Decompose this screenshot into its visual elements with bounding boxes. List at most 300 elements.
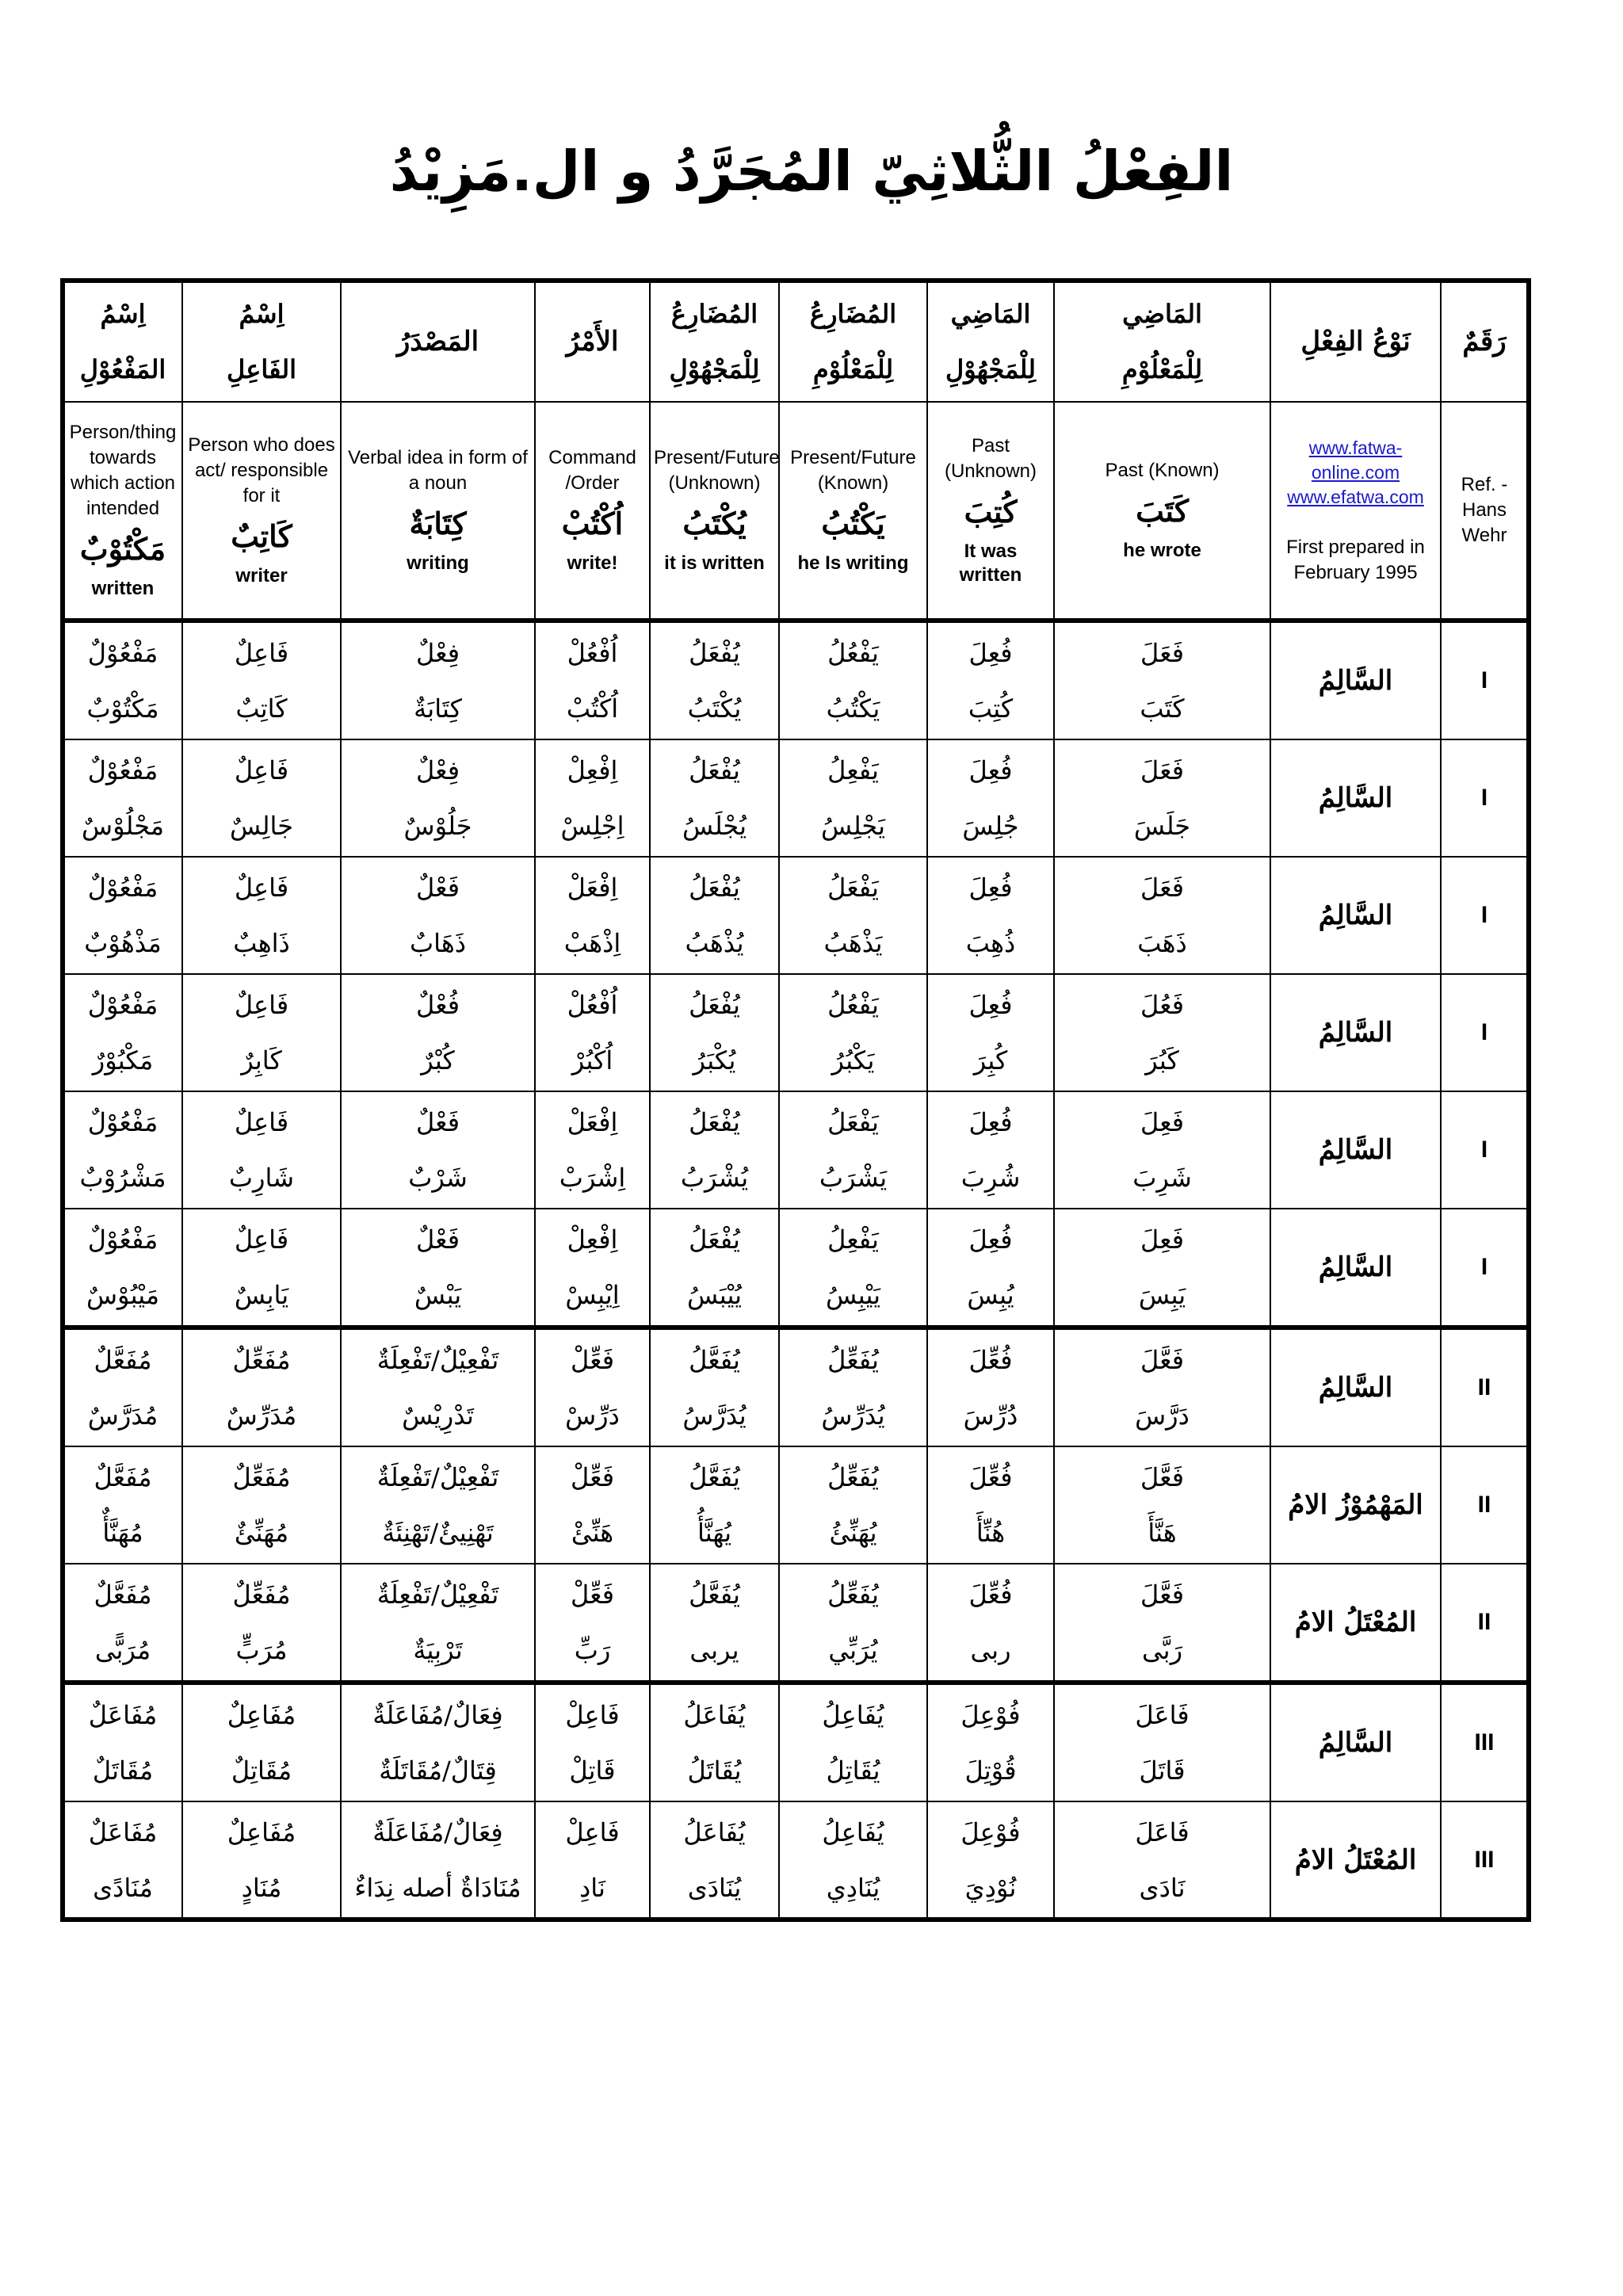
conjugation-cell bbox=[63, 857, 182, 974]
verb-type: السَّالِمُ bbox=[1318, 1017, 1393, 1049]
pattern-form: فِعَالٌ/مُفَاعَلَةٌ bbox=[372, 1700, 503, 1730]
example-form: جَالِسٌ bbox=[229, 811, 294, 841]
pattern-form: مُفَعَّلٌ bbox=[94, 1580, 152, 1610]
conjugation-cell bbox=[927, 621, 1054, 739]
pattern-form: يُفْعَلُ bbox=[689, 638, 740, 668]
example-form: مُنَادًى bbox=[93, 1873, 153, 1903]
example-form: ذَهَبَ bbox=[1137, 928, 1187, 958]
pattern-form: فَعِلَ bbox=[1140, 1107, 1184, 1137]
pattern-form: فَاعِلْ bbox=[565, 1817, 620, 1847]
header-cell-arabic bbox=[779, 281, 927, 402]
verb-type-cell bbox=[1270, 1091, 1441, 1209]
header-arabic-label: لِلْمَعْلُوْمِ bbox=[812, 354, 894, 384]
conjugation-cell bbox=[63, 1801, 182, 1919]
example-form: يُشْرَبُ bbox=[680, 1163, 749, 1193]
pattern-form: فَعُلَ bbox=[1140, 990, 1184, 1020]
verb-type-cell bbox=[1270, 1683, 1441, 1801]
pattern-form: مُفَعَّلٌ bbox=[94, 1462, 152, 1492]
conjugation-cell bbox=[341, 621, 535, 739]
conjugation-cell bbox=[779, 1683, 927, 1801]
pattern-form: فُعِلَ bbox=[968, 638, 1013, 668]
pattern-form: مُفَعِّلٌ bbox=[232, 1580, 291, 1610]
header-arabic-label: رَقَمٌ bbox=[1462, 326, 1507, 357]
header-example-gloss: writing bbox=[407, 552, 469, 574]
example-form: مُنَادٍ bbox=[241, 1873, 282, 1903]
example-form: مُهَنِّئٌ bbox=[234, 1518, 289, 1548]
form-number-cell bbox=[1441, 1209, 1528, 1328]
conjugation-cell bbox=[63, 1328, 182, 1446]
example-form: كُتِبَ bbox=[968, 693, 1014, 724]
example-form: رَبَّى bbox=[1141, 1635, 1183, 1665]
form-number: I bbox=[1480, 1254, 1488, 1280]
conjugation-cell bbox=[535, 974, 650, 1091]
example-form: مَشْرُوْبٌ bbox=[79, 1163, 166, 1193]
example-form: نُوْدِيَ bbox=[964, 1873, 1017, 1903]
pattern-form: فَاعِلٌ bbox=[234, 755, 289, 785]
conjugation-cell bbox=[63, 1091, 182, 1209]
conjugation-cell bbox=[927, 1209, 1054, 1328]
example-form: يَابِسٌ bbox=[234, 1280, 289, 1310]
table-row bbox=[63, 621, 1528, 739]
example-form: قَاتِلْ bbox=[569, 1755, 616, 1786]
header-cell-english bbox=[535, 402, 650, 621]
header-description: Past (Known) bbox=[1105, 460, 1220, 481]
conjugation-cell bbox=[63, 1564, 182, 1683]
pattern-form: يَفْعَلُ bbox=[827, 1107, 879, 1137]
verb-type: المُعْتَلُ الامُ bbox=[1294, 1844, 1417, 1876]
pattern-form: فِعْلٌ bbox=[416, 755, 460, 785]
header-description: Past (Unknown) bbox=[944, 435, 1037, 482]
table-row bbox=[63, 1328, 1528, 1446]
example-form: تَدْرِيْسٌ bbox=[402, 1400, 474, 1431]
pattern-form: يُفَاعِلُ bbox=[822, 1817, 884, 1847]
pattern-form: مُفَاعَلٌ bbox=[88, 1700, 158, 1730]
header-cell-arabic bbox=[535, 281, 650, 402]
header-cell-english bbox=[63, 402, 182, 621]
conjugation-cell bbox=[650, 974, 779, 1091]
verb-type-cell bbox=[1270, 974, 1441, 1091]
example-form: اِيْبِسْ bbox=[565, 1280, 620, 1310]
pattern-form: يَفْعُلُ bbox=[827, 990, 879, 1020]
header-arabic-label: المُضَارِعُ bbox=[670, 299, 758, 329]
header-arabic-label: اِسْمُ bbox=[100, 299, 146, 329]
pattern-form: مَفْعُوْلٌ bbox=[87, 1224, 158, 1255]
example-form: يربى bbox=[689, 1635, 739, 1665]
pattern-form: فَعِلَ bbox=[1140, 1224, 1184, 1255]
pattern-form: فَعَلَ bbox=[1140, 755, 1184, 785]
pattern-form: مَفْعُوْلٌ bbox=[87, 1107, 158, 1137]
pattern-form: فَاعِلٌ bbox=[234, 990, 289, 1020]
conjugation-cell bbox=[535, 1801, 650, 1919]
conjugation-cell bbox=[63, 1683, 182, 1801]
conjugation-cell bbox=[535, 1209, 650, 1328]
conjugation-cell bbox=[1054, 1683, 1270, 1801]
example-form: يُذْهَبُ bbox=[685, 928, 744, 958]
page-title: الفِعْلُ الثُّلاثِيّ المُجَرَّدُ و ال.مَزِيْدُ bbox=[389, 139, 1234, 204]
conjugation-cell bbox=[341, 1564, 535, 1683]
header-arabic-label: المَاضِي bbox=[950, 299, 1031, 329]
form-number-cell bbox=[1441, 1328, 1528, 1446]
conjugation-cell bbox=[779, 1209, 927, 1328]
table-row bbox=[63, 974, 1528, 1091]
example-form: قَاتَلَ bbox=[1139, 1755, 1186, 1786]
table-row bbox=[63, 1683, 1528, 1801]
form-number: I bbox=[1480, 1137, 1488, 1163]
conjugation-cell bbox=[182, 1209, 341, 1328]
pattern-form: فَاعَلَ bbox=[1135, 1817, 1190, 1847]
example-form: قِتَالٌ/مُقَاتَلَةٌ bbox=[379, 1755, 497, 1786]
pattern-form: يُفَعِّلُ bbox=[827, 1345, 879, 1375]
table-row bbox=[63, 1564, 1528, 1683]
verb-type-cell bbox=[1270, 857, 1441, 974]
conjugation-cell bbox=[341, 1209, 535, 1328]
example-form: يُنَادَى bbox=[687, 1873, 742, 1903]
verb-type: السَّالِمُ bbox=[1318, 900, 1393, 931]
pattern-form: فَعْلٌ bbox=[416, 1107, 460, 1137]
pattern-form: فُوْعِلَ bbox=[960, 1700, 1021, 1730]
pattern-form: يُفَاعَلُ bbox=[683, 1817, 746, 1847]
conjugation-cell bbox=[341, 1446, 535, 1564]
conjugation-cell bbox=[650, 857, 779, 974]
pattern-form: فَاعِلٌ bbox=[234, 873, 289, 903]
verb-type: السَّالِمُ bbox=[1318, 665, 1393, 697]
pattern-form: فَعِّلْ bbox=[571, 1345, 614, 1375]
form-number: III bbox=[1474, 1729, 1495, 1755]
example-form: كِتَابَةٌ bbox=[414, 693, 462, 724]
conjugation-cell bbox=[779, 857, 927, 974]
header-description: Ref. - Hans Wehr bbox=[1461, 474, 1508, 546]
pattern-form: مَفْعُوْلٌ bbox=[87, 873, 158, 903]
example-form: دَرِّسْ bbox=[565, 1400, 620, 1431]
conjugation-cell bbox=[1054, 1209, 1270, 1328]
header-description: First prepared in February 1995 bbox=[1286, 536, 1425, 583]
example-form: يُدَرَّسُ bbox=[682, 1400, 747, 1431]
verb-type: المَهْمُوْزُ الامُ bbox=[1288, 1489, 1423, 1521]
conjugation-cell bbox=[650, 1091, 779, 1209]
form-number: I bbox=[1480, 785, 1488, 811]
conjugation-cell bbox=[535, 1328, 650, 1446]
example-form: مُدَرِّسٌ bbox=[226, 1400, 297, 1431]
example-form: ربى bbox=[970, 1635, 1011, 1665]
header-cell-arabic bbox=[1270, 281, 1441, 402]
example-form: كُبِرَ bbox=[973, 1045, 1008, 1075]
pattern-form: يُفْعَلُ bbox=[689, 1107, 740, 1137]
pattern-form: يَفْعِلُ bbox=[827, 1224, 879, 1255]
pattern-form: يَفْعِلُ bbox=[827, 755, 879, 785]
conjugation-cell bbox=[650, 1683, 779, 1801]
conjugation-cell bbox=[63, 739, 182, 857]
header-cell-english bbox=[182, 402, 341, 621]
conjugation-cell bbox=[650, 1801, 779, 1919]
verb-type-cell bbox=[1270, 1446, 1441, 1564]
pattern-form: يُفَعَّلُ bbox=[689, 1580, 740, 1610]
conjugation-cell bbox=[779, 1328, 927, 1446]
example-form: يَجْلِسُ bbox=[821, 811, 885, 841]
pattern-form: يُفَاعَلُ bbox=[683, 1700, 746, 1730]
pattern-form: اِفْعِلْ bbox=[567, 755, 618, 785]
conjugation-cell bbox=[535, 1564, 650, 1683]
example-form: اِجْلِسْ bbox=[560, 811, 624, 841]
example-form: نَادَى bbox=[1139, 1873, 1186, 1903]
pattern-form: فُعْلٌ bbox=[416, 990, 460, 1020]
example-form: جَلَسَ bbox=[1133, 811, 1191, 841]
header-cell-arabic bbox=[1441, 281, 1528, 402]
conjugation-cell bbox=[1054, 739, 1270, 857]
form-number: I bbox=[1480, 902, 1488, 928]
example-form: مُرَبٍّ bbox=[235, 1635, 288, 1665]
pattern-form: يُفْعَلُ bbox=[689, 1224, 740, 1255]
conjugation-cell bbox=[341, 974, 535, 1091]
header-example-arabic: مَكْتُوْبٌ bbox=[79, 531, 166, 567]
example-form: شَرِبَ bbox=[1132, 1163, 1192, 1193]
conjugation-cell bbox=[650, 1328, 779, 1446]
header-example-gloss: he wrote bbox=[1123, 540, 1201, 561]
pattern-form: يُفَعِّلُ bbox=[827, 1462, 879, 1492]
reference-link[interactable]: www.efatwa.com bbox=[1287, 486, 1424, 507]
header-cell-english bbox=[779, 402, 927, 621]
form-number-cell bbox=[1441, 1683, 1528, 1801]
header-arabic-label: اِسْمُ bbox=[239, 299, 285, 329]
verb-type: السَّالِمُ bbox=[1318, 782, 1393, 814]
form-number-cell bbox=[1441, 1801, 1528, 1919]
verb-conjugation-table bbox=[63, 281, 1529, 1920]
pattern-form: فَعِّلْ bbox=[571, 1462, 614, 1492]
example-form: جَلُوْسٌ bbox=[403, 811, 472, 841]
header-example-gloss: it is written bbox=[664, 552, 765, 574]
pattern-form: مُفَاعِلٌ bbox=[227, 1817, 296, 1847]
verb-type-cell bbox=[1270, 1564, 1441, 1683]
conjugation-cell bbox=[535, 1091, 650, 1209]
example-form: شُرِبَ bbox=[960, 1163, 1021, 1193]
conjugation-cell bbox=[535, 1683, 650, 1801]
pattern-form: فُعِّلَ bbox=[968, 1580, 1013, 1610]
example-form: كَتَبَ bbox=[1140, 693, 1185, 724]
pattern-form: فَاعِلٌ bbox=[234, 638, 289, 668]
header-example-arabic: اُكْتُبْ bbox=[561, 506, 624, 541]
conjugation-cell bbox=[650, 739, 779, 857]
example-form: هَنِّئْ bbox=[571, 1518, 614, 1548]
example-form: كَابِرٌ bbox=[241, 1045, 282, 1075]
conjugation-cell bbox=[341, 739, 535, 857]
conjugation-cell bbox=[927, 1091, 1054, 1209]
example-form: اِذْهَبْ bbox=[563, 928, 621, 958]
conjugation-cell bbox=[182, 1683, 341, 1801]
pattern-form: فِعَالٌ/مُفَاعَلَةٌ bbox=[372, 1817, 503, 1847]
conjugation-cell bbox=[182, 1801, 341, 1919]
pattern-form: يُفَاعِلُ bbox=[822, 1700, 884, 1730]
example-form: شَارِبٌ bbox=[228, 1163, 295, 1193]
pattern-form: مَفْعُوْلٌ bbox=[87, 638, 158, 668]
header-example-arabic: كُتِبَ bbox=[964, 494, 1018, 529]
header-arabic-label: المُضَارِعُ bbox=[809, 299, 897, 329]
verb-type-cell bbox=[1270, 1801, 1441, 1919]
pattern-form: فَعَّلَ bbox=[1140, 1462, 1184, 1492]
header-description: Present/Future (Unknown) bbox=[654, 447, 780, 494]
pattern-form: يَفْعَلُ bbox=[827, 873, 879, 903]
conjugation-cell bbox=[1054, 1564, 1270, 1683]
conjugation-cell bbox=[927, 1683, 1054, 1801]
example-form: اُكْبُرْ bbox=[571, 1045, 613, 1075]
header-cell-arabic bbox=[341, 281, 535, 402]
example-form: مُقَاتَلٌ bbox=[92, 1755, 154, 1786]
example-form: تَهْنِيئٌ/تَهْنِئَةٌ bbox=[382, 1518, 494, 1548]
header-example-arabic: كَتَبَ bbox=[1136, 493, 1189, 529]
conjugation-cell bbox=[341, 1328, 535, 1446]
conjugation-cell bbox=[779, 739, 927, 857]
example-form: يَكْبُرُ bbox=[831, 1045, 875, 1075]
header-cell-arabic bbox=[1054, 281, 1270, 402]
pattern-form: فِعْلٌ bbox=[416, 638, 460, 668]
example-form: يَبِسَ bbox=[1138, 1280, 1186, 1310]
header-row-english bbox=[63, 402, 1528, 621]
header-arabic-label: الفَاعِلِ bbox=[227, 354, 296, 384]
pattern-form: يُفَعَّلُ bbox=[689, 1345, 740, 1375]
example-form: يُدَرِّسُ bbox=[821, 1400, 885, 1431]
conjugation-cell bbox=[63, 1209, 182, 1328]
conjugation-cell bbox=[182, 974, 341, 1091]
example-form: مُهَنَّأٌ bbox=[102, 1518, 143, 1548]
conjugation-cell bbox=[779, 1801, 927, 1919]
form-number: II bbox=[1477, 1609, 1491, 1635]
conjugation-cell bbox=[1054, 974, 1270, 1091]
header-example-arabic: كَاتِبٌ bbox=[231, 518, 292, 554]
verb-type: السَّالِمُ bbox=[1318, 1372, 1393, 1404]
header-example-gloss: writer bbox=[235, 565, 288, 586]
example-form: يَذْهَبُ bbox=[823, 928, 883, 958]
example-form: مُقَاتِلٌ bbox=[231, 1755, 292, 1786]
pattern-form: تَفْعِيْلٌ/تَفْعِلَةٌ bbox=[376, 1345, 499, 1375]
pattern-form: فَعْلٌ bbox=[416, 1224, 460, 1255]
example-form: مُرَبًّى bbox=[94, 1635, 151, 1665]
conjugation-cell bbox=[779, 621, 927, 739]
header-cell-english bbox=[1270, 402, 1441, 621]
conjugation-cell bbox=[927, 974, 1054, 1091]
example-form: قُوْتِلَ bbox=[964, 1755, 1017, 1786]
verb-type-cell bbox=[1270, 1209, 1441, 1328]
header-cell-english bbox=[650, 402, 779, 621]
conjugation-cell bbox=[1054, 857, 1270, 974]
header-cell-english bbox=[1441, 402, 1528, 621]
pattern-form: اِفْعِلْ bbox=[567, 1224, 618, 1255]
example-form: يَبْسٌ bbox=[414, 1280, 462, 1310]
example-form: جُلِسَ bbox=[962, 811, 1019, 841]
conjugation-cell bbox=[1054, 1091, 1270, 1209]
conjugation-cell bbox=[182, 1328, 341, 1446]
pattern-form: فُعِلَ bbox=[968, 755, 1013, 785]
header-description: Present/Future (Known) bbox=[790, 447, 916, 494]
form-number: II bbox=[1477, 1492, 1491, 1518]
header-arabic-label: المَفْعُوْلِ bbox=[79, 354, 166, 384]
pattern-form: مُفَاعِلٌ bbox=[227, 1700, 296, 1730]
header-example-arabic: يَكْتُبُ bbox=[821, 506, 885, 541]
form-number: I bbox=[1480, 667, 1488, 693]
header-cell-english bbox=[927, 402, 1054, 621]
conjugation-cell bbox=[779, 1446, 927, 1564]
example-form: يُجْلَسُ bbox=[682, 811, 747, 841]
header-example-gloss: write! bbox=[567, 552, 618, 574]
reference-link[interactable]: www.fatwa-online.com bbox=[1308, 437, 1403, 483]
header-arabic-label: الأَمْرُ bbox=[566, 326, 619, 357]
conjugation-cell bbox=[927, 857, 1054, 974]
example-form: ذَهَابٌ bbox=[410, 928, 466, 958]
conjugation-cell bbox=[650, 1209, 779, 1328]
conjugation-cell bbox=[779, 1564, 927, 1683]
example-form: مُنَادَاةٌ أصله نِدَاءٌ bbox=[354, 1873, 521, 1903]
example-form: هَنَّأَ bbox=[1148, 1518, 1177, 1548]
table-row bbox=[63, 1446, 1528, 1564]
header-cell-arabic bbox=[63, 281, 182, 402]
pattern-form: يُفَعَّلُ bbox=[689, 1462, 740, 1492]
pattern-form: فُعِلَ bbox=[968, 873, 1013, 903]
example-form: يُرَبِّي bbox=[828, 1635, 878, 1665]
header-description: Verbal idea in form of a noun bbox=[348, 447, 528, 494]
form-number-cell bbox=[1441, 1091, 1528, 1209]
conjugation-cell bbox=[182, 1446, 341, 1564]
form-number-cell bbox=[1441, 739, 1528, 857]
conjugation-cell bbox=[535, 621, 650, 739]
example-form: يُنَادِي bbox=[826, 1873, 880, 1903]
conjugation-cell bbox=[779, 1091, 927, 1209]
pattern-form: مُفَعِّلٌ bbox=[232, 1462, 291, 1492]
pattern-form: فَعِّلْ bbox=[571, 1580, 614, 1610]
conjugation-cell bbox=[1054, 1446, 1270, 1564]
pattern-form: تَفْعِيْلٌ/تَفْعِلَةٌ bbox=[376, 1580, 499, 1610]
example-form: يُكْبَرُ bbox=[693, 1045, 736, 1075]
verb-type: السَّالِمُ bbox=[1318, 1134, 1393, 1166]
header-arabic-label: لِلْمَجْهُوْلِ bbox=[945, 354, 1037, 384]
header-example-gloss: written bbox=[91, 578, 155, 599]
conjugation-cell bbox=[63, 974, 182, 1091]
example-form: كُبْرٌ bbox=[421, 1045, 455, 1075]
form-number-cell bbox=[1441, 621, 1528, 739]
header-cell-english bbox=[341, 402, 535, 621]
table-row bbox=[63, 739, 1528, 857]
form-number: II bbox=[1477, 1374, 1491, 1400]
conjugation-cell bbox=[182, 739, 341, 857]
header-description: Person/thing towards which action intended bbox=[69, 422, 177, 519]
conjugation-cell bbox=[927, 1328, 1054, 1446]
verb-type: المُعْتَلُ الامُ bbox=[1294, 1606, 1417, 1638]
verb-type-cell bbox=[1270, 621, 1441, 739]
example-form: يَيْبِسُ bbox=[825, 1280, 880, 1310]
example-form: دُرِّسَ bbox=[963, 1400, 1018, 1431]
pattern-form: اُفْعُلْ bbox=[567, 990, 618, 1020]
conjugation-cell bbox=[927, 1801, 1054, 1919]
example-form: يُيْبَسُ bbox=[686, 1280, 742, 1310]
conjugation-cell bbox=[182, 621, 341, 739]
form-number-cell bbox=[1441, 857, 1528, 974]
example-form: يَكْتُبُ bbox=[826, 693, 880, 724]
pattern-form: مَفْعُوْلٌ bbox=[87, 990, 158, 1020]
conjugation-cell bbox=[535, 1446, 650, 1564]
example-form: شَرْبٌ bbox=[408, 1163, 468, 1193]
example-form: يَشْرَبُ bbox=[819, 1163, 888, 1193]
example-form: كَبُرَ bbox=[1145, 1045, 1179, 1075]
pattern-form: يُفَعِّلُ bbox=[827, 1580, 879, 1610]
pattern-form: فُعِّلَ bbox=[968, 1345, 1013, 1375]
example-form: يُهَنِّئُ bbox=[829, 1518, 877, 1548]
example-form: يُهَنَّأُ bbox=[697, 1518, 732, 1548]
form-number: I bbox=[1480, 1019, 1488, 1045]
pattern-form: تَفْعِيْلٌ/تَفْعِلَةٌ bbox=[376, 1462, 499, 1492]
conjugation-cell bbox=[779, 974, 927, 1091]
example-form: يُبِسَ bbox=[967, 1280, 1014, 1310]
header-example-arabic: كِتَابَةٌ bbox=[409, 506, 467, 541]
pattern-form: يُفْعَلُ bbox=[689, 755, 740, 785]
conjugation-cell bbox=[182, 857, 341, 974]
pattern-form: مُفَعَّلٌ bbox=[94, 1345, 152, 1375]
example-form: مَكْبُوْرٌ bbox=[92, 1045, 154, 1075]
